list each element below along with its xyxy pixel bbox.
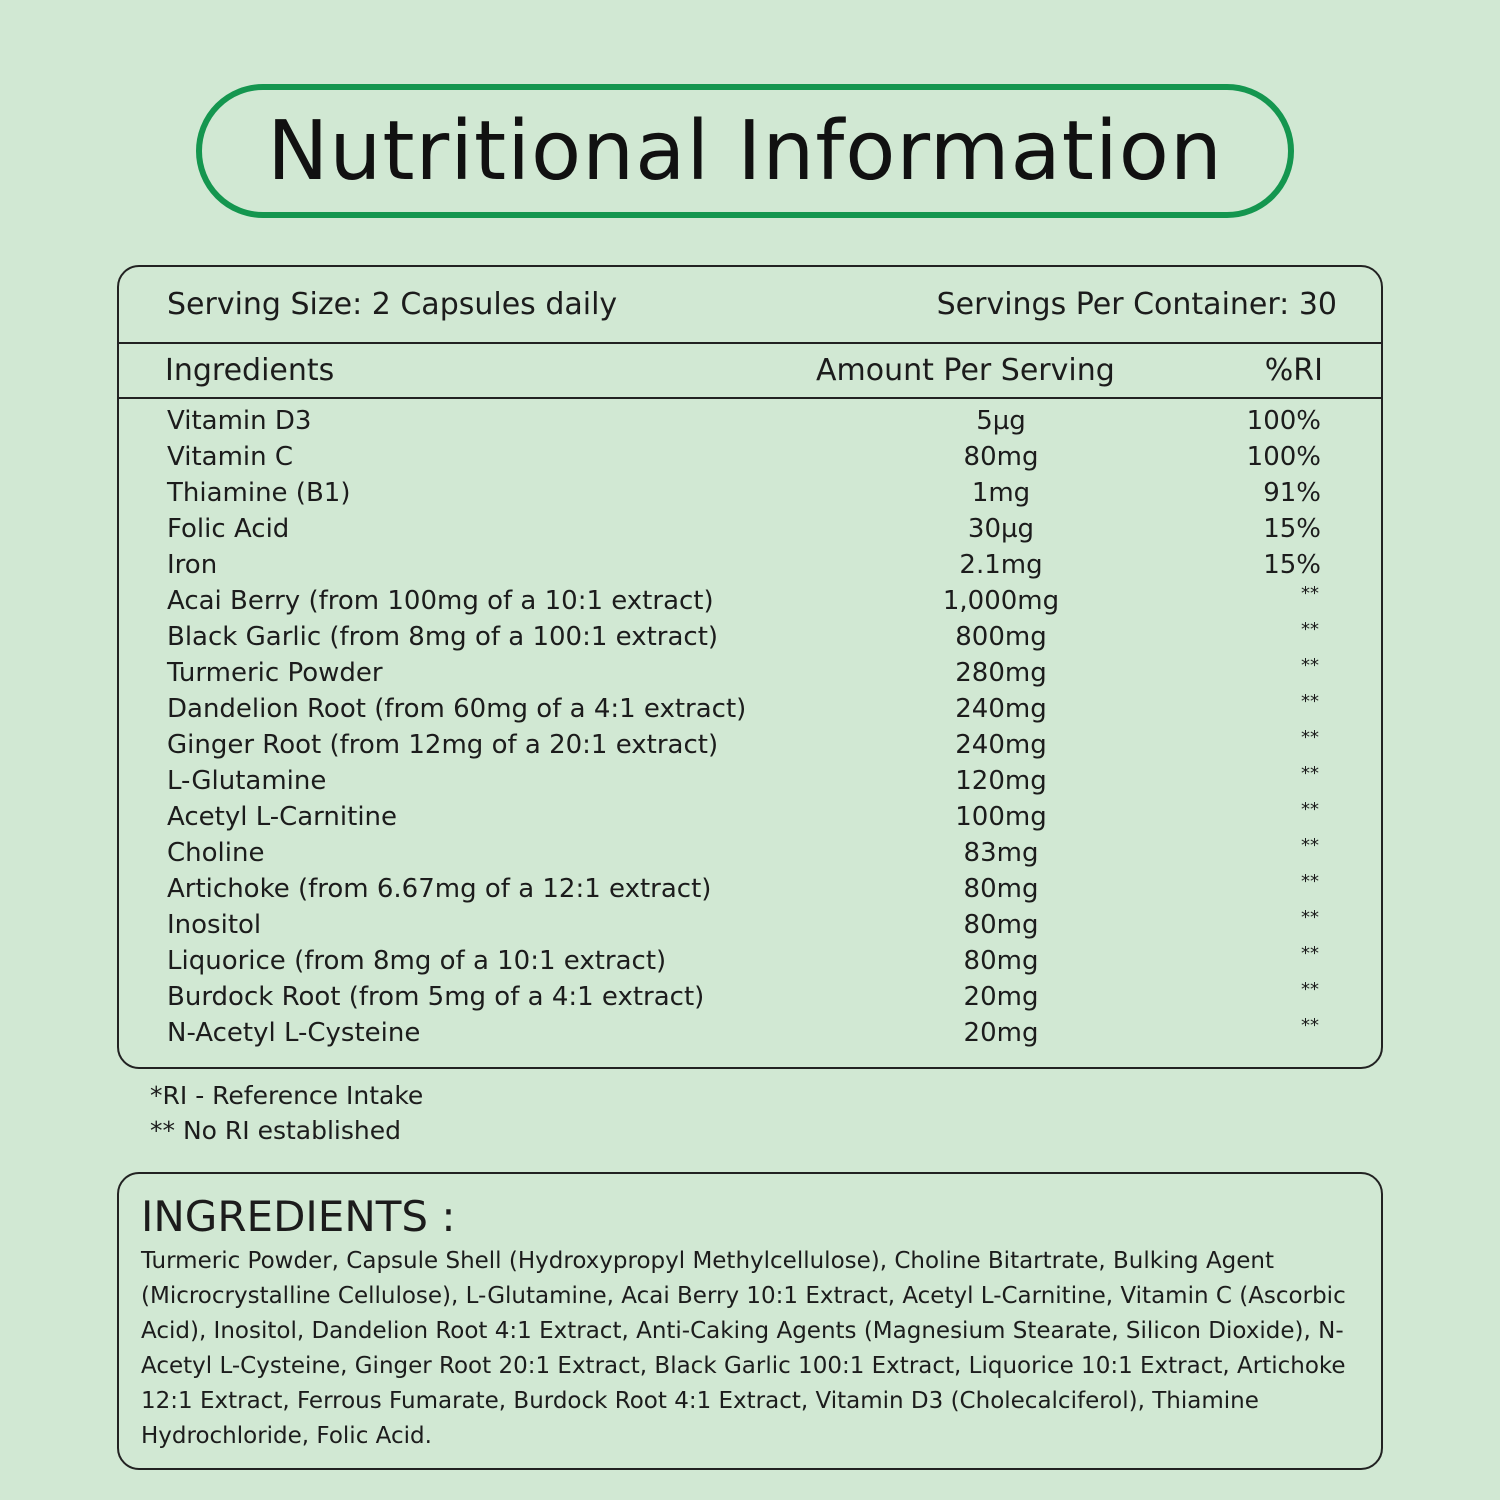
ingredient-amount: 1,000mg (942, 586, 1060, 616)
ingredient-name: L-Glutamine (167, 766, 327, 796)
ingredient-ri: ** (1301, 943, 1319, 964)
ingredient-ri: ** (1301, 835, 1319, 856)
ingredient-ri: ** (1301, 871, 1319, 892)
ingredient-ri: 15% (1263, 550, 1321, 580)
ingredient-amount: 280mg (955, 658, 1047, 688)
table-row (119, 583, 1381, 619)
title-banner (196, 84, 1294, 218)
ingredient-ri: ** (1301, 763, 1319, 784)
ingredient-name: Acetyl L-Carnitine (167, 802, 398, 832)
column-header-ingredients: Ingredients (165, 353, 335, 388)
footnote-ri: *RI - Reference Intake (150, 1081, 424, 1110)
table-row (119, 871, 1381, 907)
table-row (119, 691, 1381, 727)
ingredient-amount: 80mg (963, 874, 1039, 904)
ingredient-name: Ginger Root (from 12mg of a 20:1 extract) (167, 730, 719, 760)
ingredient-amount: 20mg (963, 982, 1039, 1012)
ingredient-amount: 20mg (963, 1018, 1039, 1048)
footnotes (150, 1078, 423, 1148)
ingredients-box (117, 1172, 1383, 1470)
ingredient-name: Liquorice (from 8mg of a 10:1 extract) (167, 946, 667, 976)
ingredient-ri: ** (1301, 979, 1319, 1000)
ingredient-name: Dandelion Root (from 60mg of a 4:1 extract) (167, 694, 747, 724)
table-header (119, 344, 1381, 399)
table-row (119, 475, 1381, 511)
table-row (119, 907, 1381, 943)
ingredient-ri: 91% (1263, 478, 1321, 508)
serving-size: Serving Size: 2 Capsules daily (167, 287, 618, 322)
ingredient-amount: 83mg (963, 838, 1039, 868)
ingredient-amount: 240mg (955, 694, 1047, 724)
table-row (119, 835, 1381, 871)
servings-per-container: Servings Per Container: 30 (936, 287, 1337, 322)
table-row (119, 511, 1381, 547)
ingredient-name: Thiamine (B1) (167, 478, 351, 508)
table-row (119, 439, 1381, 475)
ingredient-amount: 100mg (955, 802, 1047, 832)
table-row (119, 547, 1381, 583)
column-header-ri: %RI (1264, 353, 1323, 388)
ingredient-ri: 100% (1246, 406, 1321, 436)
table-row (119, 979, 1381, 1015)
ingredient-amount: 2.1mg (959, 550, 1043, 580)
ingredient-amount: 5µg (976, 406, 1026, 436)
ingredients-text: Turmeric Powder, Capsule Shell (Hydroxypropyl Methylcellulose), Choline Bitartrate, Bulking Agent (Microcrystalline Cellulose), L-Glutamine, Acai Berry 10:1 Extract, Acetyl L-Carnitine, Vitamin C (Ascorbic Acid), Inositol, Dandelion Root 4:1 Extract, Anti-Caking Agents (Magnesium Stearate, Silicon Dioxide), N-Acetyl L-Cysteine, Ginger Root 20:1 Extract, Black Garlic 100:1 Extract, Liquorice 10:1 Extract, Artichoke 12:1 Extract, Ferrous Fumarate, Burdock Root 4:1 Extract, Vitamin D3 (Cholecalciferol), Thiamine Hydrochloride, Folic Acid. (141, 1248, 1346, 1449)
ingredient-name: Vitamin C (167, 442, 294, 472)
ingredient-amount: 80mg (963, 442, 1039, 472)
ingredient-name: Vitamin D3 (167, 406, 312, 436)
ingredient-ri: ** (1301, 583, 1319, 604)
ingredient-ri: ** (1301, 691, 1319, 712)
table-row (119, 943, 1381, 979)
ingredient-ri: ** (1301, 619, 1319, 640)
column-header-amount: Amount Per Serving (816, 353, 1115, 388)
table-row (119, 619, 1381, 655)
nutrition-facts-table (117, 265, 1383, 1069)
ingredient-ri: 15% (1263, 514, 1321, 544)
ingredient-amount: 1mg (971, 478, 1031, 508)
ingredient-amount: 80mg (963, 946, 1039, 976)
ingredient-name: Inositol (167, 910, 262, 940)
ingredient-name: N-Acetyl L-Cysteine (167, 1018, 421, 1048)
ingredients-title: INGREDIENTS : (141, 1192, 456, 1241)
ingredient-name: Folic Acid (167, 514, 290, 544)
table-row (119, 727, 1381, 763)
table-row (119, 1015, 1381, 1051)
table-row (119, 655, 1381, 691)
ingredient-ri: 100% (1246, 442, 1321, 472)
ingredient-ri: ** (1301, 1015, 1319, 1036)
ingredient-name: Choline (167, 838, 265, 868)
page-title: Nutritional Information (267, 103, 1223, 199)
footnote-no-ri: ** No RI established (150, 1116, 401, 1145)
ingredient-name: Acai Berry (from 100mg of a 10:1 extract) (167, 586, 714, 616)
ingredient-name: Black Garlic (from 8mg of a 100:1 extract) (167, 622, 719, 652)
ingredient-ri: ** (1301, 727, 1319, 748)
table-row (119, 403, 1381, 439)
table-row (119, 799, 1381, 835)
ingredient-amount: 800mg (955, 622, 1047, 652)
ingredient-ri: ** (1301, 799, 1319, 820)
ingredient-amount: 240mg (955, 730, 1047, 760)
ingredient-name: Turmeric Powder (167, 658, 383, 688)
ingredient-amount: 120mg (955, 766, 1047, 796)
ingredient-ri: ** (1301, 655, 1319, 676)
ingredient-name: Iron (167, 550, 218, 580)
ingredient-amount: 80mg (963, 910, 1039, 940)
table-row (119, 763, 1381, 799)
ingredient-ri: ** (1301, 907, 1319, 928)
table-body (119, 403, 1381, 1051)
serving-info-row (119, 267, 1381, 344)
ingredient-name: Burdock Root (from 5mg of a 4:1 extract) (167, 982, 705, 1012)
ingredient-amount: 30µg (967, 514, 1035, 544)
ingredient-name: Artichoke (from 6.67mg of a 12:1 extract) (167, 874, 712, 904)
